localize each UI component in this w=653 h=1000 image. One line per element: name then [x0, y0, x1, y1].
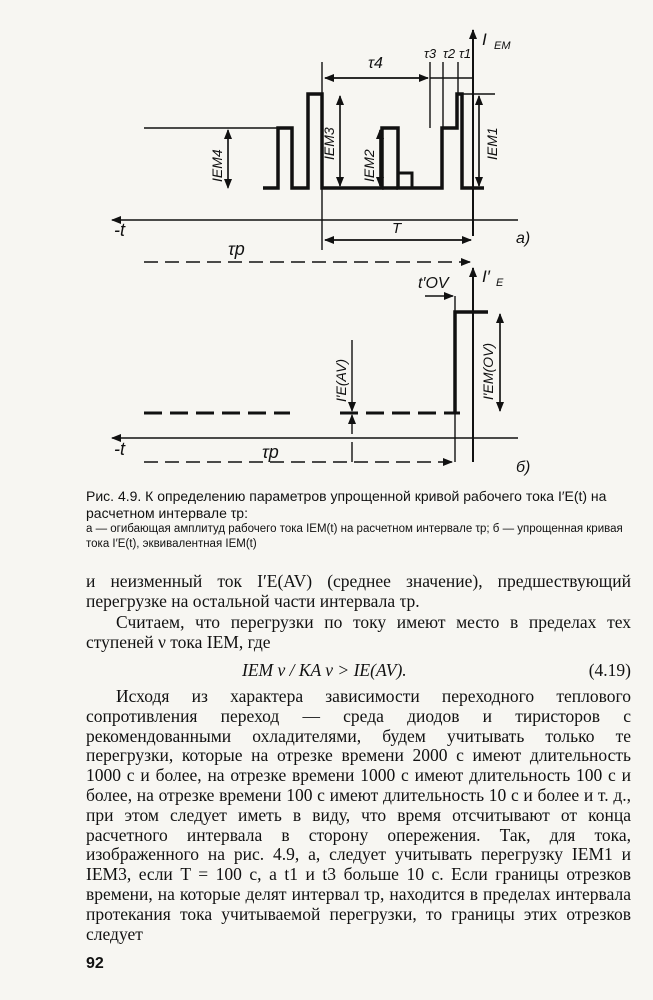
label-iem-ov: I′EM(OV) — [480, 342, 496, 400]
label-ie-av: I′E(AV) — [333, 358, 349, 402]
paragraph-1: и неизменный ток I′E(AV) (среднее значение), предшествующий перегрузке на остальной части интервала τp. — [86, 571, 631, 611]
paragraph-3: Исходя из характера зависимости переходного теплового сопротивления переход — среда диодов и тиристоров с рекомендованными охладителями, будем учитывать только те перегрузки, которые на отрезке времени 2000 с имеют длительность 1000 с и более, на отрезке времени 1000 с имеют длительность 100 с и более, на отрезке времени 100 с имеют длительность 10 с и более и т. д., при этом следует иметь в виду, что время отсчитывают от конца расчетного интервала в сторону опережения. Так, для тока, изображенного на рис. 4.9, а, следует учитывать перегрузку IEM1 и IEM3, если T = 100 с, а t1 и t3 больше 10 с. Если границы отрезков времени, на которые делят интервал τp, находится в пределах интервала протекания тока учитываемой перегрузки, то границы этих отрезков следует — [86, 686, 631, 944]
label-tau2: τ2 — [443, 46, 456, 61]
figure-caption: Рис. 4.9. К определению параметров упрощенной кривой рабочего тока I′E(t) на расчетном интервале τp: — [86, 488, 607, 521]
label-T: T — [392, 220, 402, 237]
formula-4-19 — [86, 660, 631, 682]
label-iem1: IEM1 — [484, 127, 500, 160]
label-minus-t-b: -t — [114, 439, 125, 459]
label-ie-prime-axis: I′ — [482, 267, 490, 286]
paragraph-2: Считаем, что перегрузки по току имеют место в пределах тех ступеней ν тока IEM, где — [86, 612, 631, 652]
page-number: 92 — [86, 955, 104, 972]
label-tau-p-a: τp — [228, 239, 245, 259]
label-iem3: IEM3 — [321, 127, 337, 160]
svg-text:E: E — [496, 277, 504, 289]
figure-4-9 — [0, 0, 653, 485]
label-tau1: τ1 — [459, 46, 472, 61]
label-tau3: τ3 — [424, 46, 437, 61]
label-iem4: IEM4 — [209, 149, 225, 182]
label-panel-a: а) — [516, 230, 531, 247]
label-panel-b: б) — [516, 459, 531, 476]
svg-text:EM: EM — [494, 40, 511, 52]
label-t-ov: t′OV — [418, 275, 449, 292]
formula-expression: IEM ν / KA ν > IE(AV). — [242, 660, 407, 680]
label-tau4: τ4 — [368, 55, 383, 72]
iem2-small-step — [398, 173, 412, 188]
figure-caption-legend: а — огибающая амплитуд рабочего тока IEM(t) на расчетном интервале τp; б — упрощенная кривая тока I′E(t), эквивалентная IEM(t) — [86, 523, 623, 550]
label-iem-axis: I — [482, 30, 487, 49]
label-minus-t-a: -t — [114, 220, 125, 240]
label-iem2: IEM2 — [361, 149, 377, 182]
formula-number: (4.19) — [588, 660, 631, 680]
label-tau-p-b: τp — [262, 442, 279, 462]
